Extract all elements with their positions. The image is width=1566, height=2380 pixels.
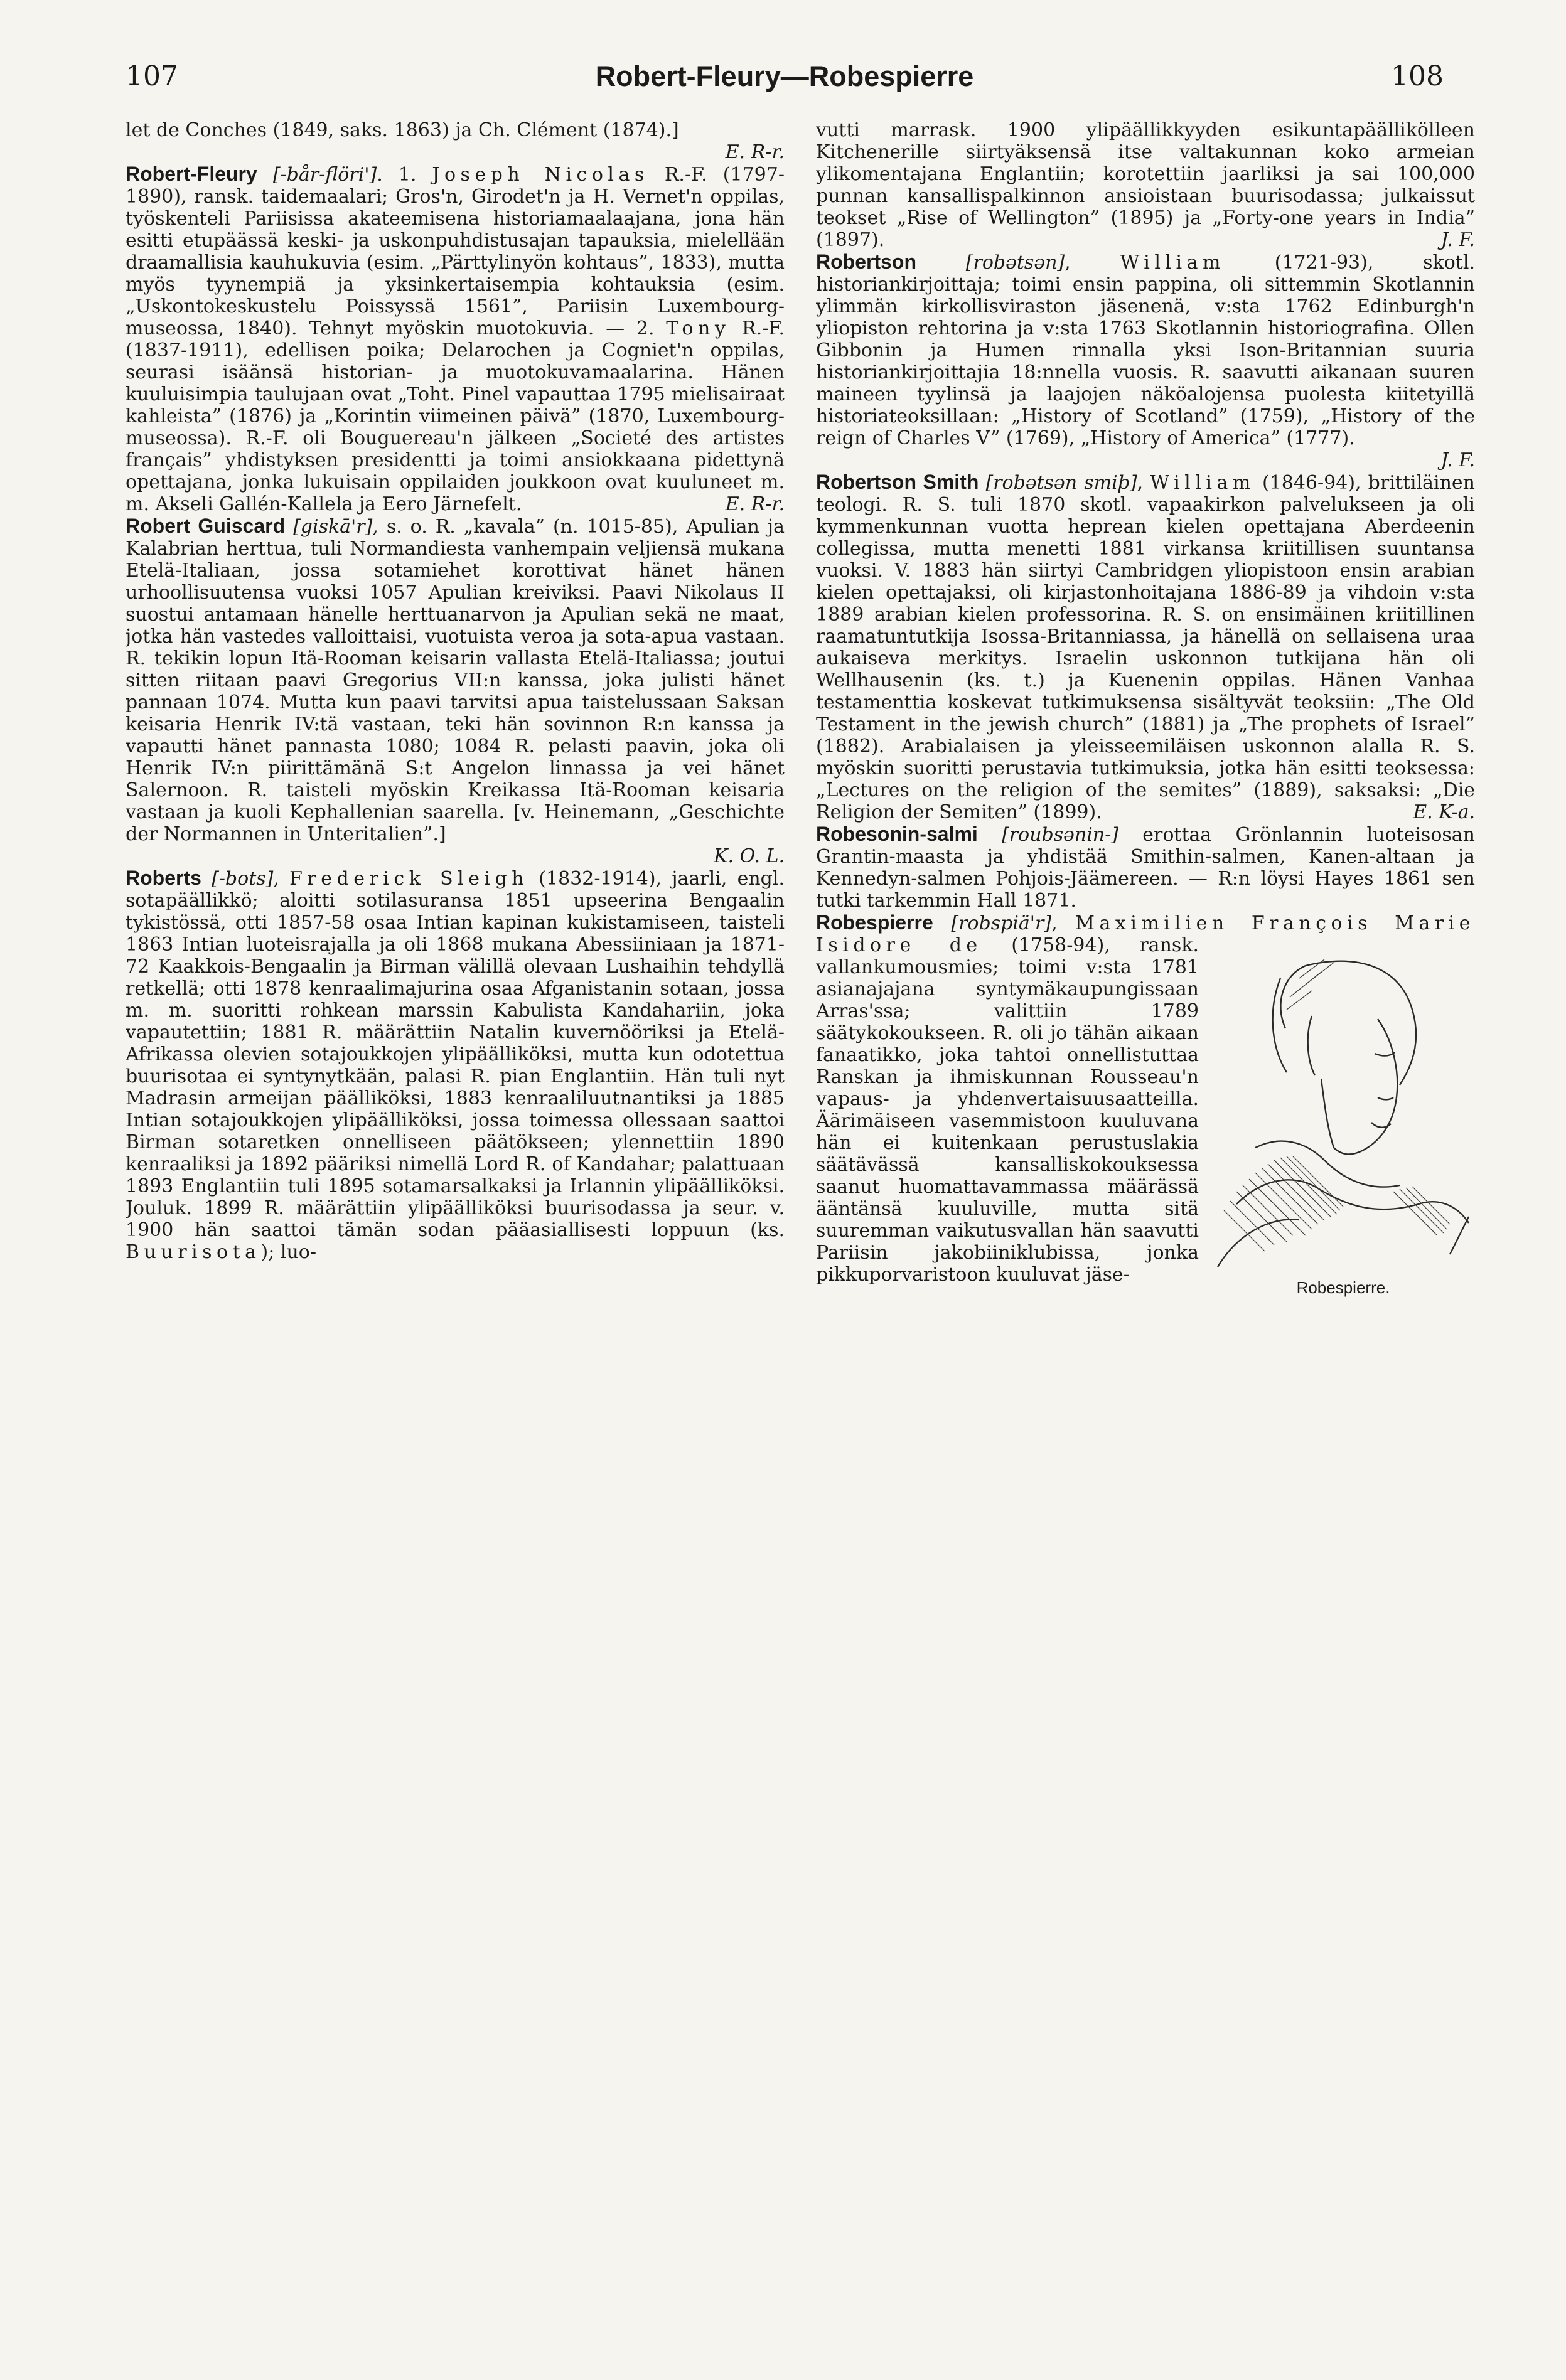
entry-text: erottaa Grönlannin luoteisosan Grantin-maasta ja yhdistää Smithin-salmen, Kanen-altaan ja Kennedyn-salmen Pohjois-Jäämereen. — R:n löysi Hayes 1861 sen tutki tarkemmin Hall 1871. [816,824,1475,912]
pronunciation: [-bots] [212,868,274,890]
person-name: Frederick Sleigh [289,868,529,890]
person-name: William [1150,472,1255,494]
entry-text: (1846-94), brittiläinen teologi. R. S. tuli 1870 skotl. vapaakirkon palvelukseen ja oli kymmenkunnan vuotta heprean kielen opettajana Aberdeenin collegissa, mutta menetti 1881 virkansa kriitillisen suuntansa vuoksi. V. 1883 hän siirtyi Cambridgen yliopistoon ensin arabian kielen opettajaksi, oli kirjastonhoitajana 1886-89 ja vihdoin v:sta 1889 arabian kielen professorina. R. S. on ensimäinen kriitillinen raamatuntutkija Isossa-Britanniassa, ja hänellä on sellaisena uraa aukaiseva merkitys. Israelin uskonnon tutkijana hän oli Wellhausenin (ks. t.) ja Kuenenin oppilas. Hänen Vanhaa testamenttia koskevat tutkimuksensa sisältyvät teoksiin: „The Old Testament in the jewish church” (1881) ja „The prophets of Israel” (1882). Arabialaisen ja yleisseemiläisen uskonnon alalla R. S. myöskin suoritti perustavia tutkimuksia, jotka hän esitti teoksessa: „Lectures on the religion of the semites” (1889), saksaksi: „Die Religion der Semiten” (1899). [816,472,1475,823]
person-name: Joseph Nicolas [432,164,649,186]
pronunciation: [robətsən] [965,252,1065,274]
person-name: Tony [666,318,731,339]
person-name: William [1120,252,1225,274]
entry-robespierre [816,911,1475,1297]
continuation-text [816,119,1475,251]
signature: E. K-a. [1413,801,1475,823]
entry-text: , [1051,912,1058,934]
continuation-body: vutti marrask. 1900 ylipäällikkyyden esikuntapäällikölleen Kitchenerille siirtyäksensä itse valtakunnan koko armeian ylikomentajana Englantiin; korotettiin jaarliksi ja sai 100,000 punnan kansallispalkinnon ansioistaan buurisodassa; julkaissut teokset „Rise of Wellington” (1895) ja „Forty-one years in India” (1897). [816,119,1475,251]
signature: E. R-r. [725,141,785,163]
entry-robert-fleury [126,163,785,515]
headword: Robespierre [816,911,933,934]
headword: Robesonin-salmi [816,823,978,845]
entry-text: R.-F. (1837-1911), edellisen poika; Delarochen ja Cogniet'n oppilas, seurasi isäänsä historian- ja muotokuvamaalarina. Hänen kuuluisimpia taulujaan ovat „Toht. Pinel vapauttaa 1795 mielisairaat kahleista” (1876) ja „Korintin viimeinen päivä” (1870, Luxembourg-museossa). R.-F. oli Bouguereau'n jälkeen „Societé des artistes français” yhdistyksen presidentti ja toimi ansiokkaana pidettynä opettajana, jonka lukuisain oppilaiden joukkoon ovat kuuluneet m. m. Akseli Gallén-Kallela ja Eero Järnefelt. [126,318,785,515]
pronunciation: [robspiä'r] [951,912,1052,934]
portrait-caption: Robespierre. [1296,1278,1390,1297]
signature: J. F. [1440,449,1475,471]
entry-text: (1832-1914), jaarli, engl. sotapäällikkö; aloitti sotilasuransa 1851 upseerina Bengaalin tykistössä, otti 1857-58 osaa Intian kapinan kukistamiseen, taisteli 1863 Intian luoteisrajalla ja oli 1868 mukana Abessiiniaan ja 1871-72 Kaakkois-Bengaalin ja Birman välillä olevaan Lushaihin tehdyllä retkellä; otti 1878 kenraalimajurina osaa Afganistanin sotaan, jossa m. m. suoritti rohkean marssin Kabulista Kandahariin, joka vapautettiin; 1881 R. määrättiin Natalin kuvernööriksi ja Etelä-Afrikassa olevien sotajoukkojen ylipäälliköksi, mutta kun odotettua buurisotaa ei syntynytkään, palasi R. pian Englantiin. Hän tuli nyt Madrasin armeijan päälliköksi, 1883 kenraaliluutnantiksi ja 1885 Intian sotajoukkojen ylipäälliköksi, jossa toimessa ollessaan saattoi Birman sotaretken onnelliseen päätökseen; ylennettiin 1890 kenraaliksi ja 1892 pääriksi nimellä Lord R. of Kandahar; palattuaan 1893 Englantiin tuli 1895 sotamarsalkaksi ja Irlannin ylipäälliköksi. Jouluk. 1899 R. määrättiin ylipäälliköksi buurisodassa ja seur. v. 1900 hän saattoi tämän sodan pääasiallisesti loppuun (ks. [126,868,785,1241]
headword: Roberts [126,867,201,889]
entry-text: R.-F. (1797-1890), ransk. taidemaalari; Gros'n, Girodet'n ja H. Vernet'n oppilas, työskenteli Pariisissa akateemisena historiamaalaajana, jona hän esitti etupäässä keski- ja uskonpuhdistusajan tapauksia, mielellään draamallisia kauhukuvia (esim. „Pärttylinyön kohtaus”, 1833), mutta myös tyynempiä ja yksinkertaisempia kohtauksia (esim. „Uskontokeskustelu Poissyssä 1561”, Pariisin Luxembourg-museossa, 1840). Tehnyt myöskin muotokuvia. — 2. [126,164,785,339]
headword: Robert Guiscard [126,515,286,537]
pronunciation: [robətsən smiþ] [985,472,1137,494]
right-column [816,119,1475,2353]
continuation-body: let de Conches (1849, saks. 1863) ja Ch. Clément (1874).] [126,119,679,141]
headword: Robertson Smith [816,471,979,493]
headword: Robert-Fleury [126,163,257,185]
entry-text: , s. o. R. „kavala” (n. 1015-85), Apulian ja Kalabrian herttua, tuli Normandiesta vanhempain veljiensä mukana Etelä-Italiaan, jossa sotamiehet korottivat hänet hänen urhoollisuutensa vuoksi 1057 Apulian kreiviksi. Paavi Nikolaus II suostui antamaan hänelle herttuanarvon ja Apulian sekä ne maat, jotka hän vastedes valloittaisi, vuotuista veroa ja sota-apua vastaan. R. tekikin lopun Itä-Rooman keisarin vallasta Etelä-Italiassa; joutui sitten riitaan paavi Gregorius VII:n kanssa, joka julisti hänet pannaan 1074. Mutta kun paavi tarvitsi apua taistelussaan Saksan keisaria Henrik IV:tä vastaan, teki hän sovinnon R:n kanssa ja vapautti hänet pannasta 1080; 1084 R. pelasti paavin, joka oli Henrik IV:n piirittämänä S:t Angelon linnassa ja vei hänet Salernoon. R. taisteli myöskin Kreikassa Itä-Rooman keisaria vastaan ja kuoli Kephallenian saarella. [v. Heinemann, „Geschichte der Normannen in Unteritalien”.] [126,516,785,845]
entry-robert-guiscard [126,515,785,845]
page-number-left: 107 [126,60,178,92]
entry-text: , [1065,252,1071,274]
signature: J. F. [1440,229,1475,251]
entry-roberts [126,867,785,1263]
pronunciation: [roubsənin-] [1002,824,1118,846]
entry-text: (1721-93), skotl. historiankirjoittaja; toimi ensin pappina, oli sittemmin Skotlannin ylimmän kirkollisviraston jäsenenä, v:sta 1762 Edinburgh'n yliopiston rehtorina ja v:sta 1763 Skotlannin historiografina. Ollen Gibbonin ja Humen rinnalla yksi Ison-Britannian suuria historiankirjoittajia 18:nnella vuosis. R. saavutti aikanaan suuren maineen tyylinsä ja laajojen näköalojensa puolesta kiitetyillä historiateoksillaan: „History of Scotland” (1759), „History of the reign of Charles V” (1769), „History of America” (1777). [816,252,1475,449]
entry-text: ); luo- [260,1241,316,1263]
pronunciation: [giskā'r] [293,516,373,538]
cross-reference: Buurisota [126,1241,261,1263]
entry-text: , [1137,472,1144,494]
entry-text: (1758-94), ransk. vallankumousmies; toimi v:sta 1781 asianajajana syntymäkaupungissaan Arras'ssa; valittiin 1789 säätykokoukseen. R. oli jo tähän aikaan fanaatikko, joka tahtoi onnellistuttaa Ranskan ja ihmiskunnan Rousseau'n vapaus- ja yhdenvertaisuusaatteilla. Äärimäiseen vasemmistoon kuuluvana hän ei kuitenkaan perustuslakia säätävässä kansalliskokouksessa saanut huomattavammassa määrässä ääntänsä kuuluville, mutta sitä suuremman vaikutusvallan hän saavutti Pariisin jakobiiniklubissa, jonka pikkuporvaristoon kuuluvat jäse- [816,934,1199,1286]
running-title: Robert-Fleury—Robespierre [595,60,974,92]
entry-robesonin-salmi [816,823,1475,912]
entry-text: . 1. [377,164,417,186]
page-header [126,60,1444,104]
entry-robertson-smith [816,471,1475,823]
left-column [126,119,785,2353]
headword: Robertson [816,250,916,273]
person-name: Maximilien François Marie Isidore de [816,912,1475,956]
entry-robertson [816,251,1475,449]
pronunciation: [-bår-flöri'] [272,164,377,186]
portrait-engraving [1211,941,1475,1273]
signature: E. R-r. [725,493,785,515]
entry-text: , [273,868,279,890]
signature: K. O. L. [714,845,785,867]
robespierre-portrait [1211,941,1475,1299]
page-number-right: 108 [1391,60,1444,92]
continuation-text [126,119,785,141]
